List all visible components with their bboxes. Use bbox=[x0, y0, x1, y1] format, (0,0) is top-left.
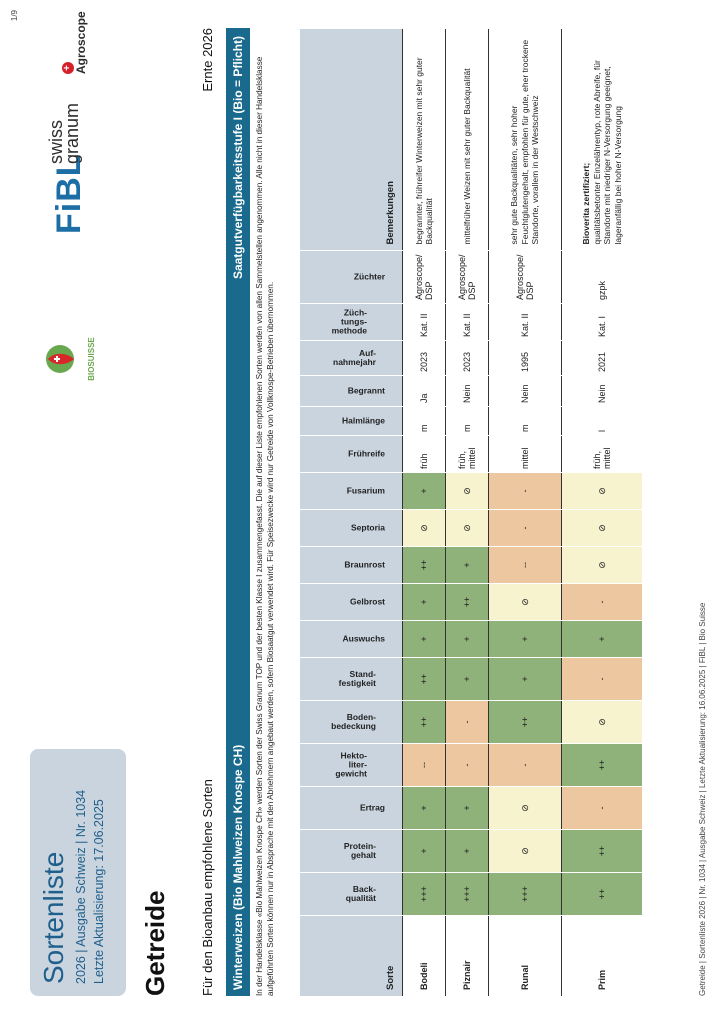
rating-cell: ++ bbox=[562, 873, 643, 916]
rating-cell: ⊘ bbox=[489, 830, 562, 873]
straw-length-cell: l bbox=[562, 407, 643, 436]
rating-cell: - bbox=[489, 473, 562, 510]
rating-cell: + bbox=[446, 787, 489, 830]
logo-bar bbox=[30, 4, 110, 424]
section-title: Winterweizen (Bio Mahlweizen Knospe CH) bbox=[231, 744, 245, 990]
breeding-method-cell: Kat. II bbox=[489, 304, 562, 341]
rating-cell: + bbox=[562, 621, 643, 658]
col-hektolitergewicht: Hekto- liter- gewicht bbox=[300, 744, 403, 787]
col-fusarium: Fusarium bbox=[300, 473, 403, 510]
section-band bbox=[226, 28, 250, 996]
col-halmlaenge: Halmlänge bbox=[300, 407, 403, 436]
rating-cell: ++ bbox=[562, 744, 643, 787]
swissgranum-logo bbox=[48, 103, 80, 164]
rating-cell: + bbox=[403, 621, 446, 658]
col-fruehreife: Frühreife bbox=[300, 436, 403, 473]
agroscope-logo bbox=[60, 4, 88, 74]
rating-cell: ⊘ bbox=[446, 473, 489, 510]
remarks-cell bbox=[446, 29, 489, 251]
rating-cell: + bbox=[489, 658, 562, 701]
col-septoria: Septoria bbox=[300, 510, 403, 547]
rating-cell: ++ bbox=[446, 584, 489, 621]
rating-cell: ++ bbox=[403, 547, 446, 584]
remarks-bold: Bioverita zertifiziert; bbox=[581, 162, 591, 245]
rating-cell: ⊘ bbox=[403, 510, 446, 547]
maturity-cell: mittel bbox=[489, 436, 562, 473]
col-zuechter: Züchter bbox=[300, 251, 403, 304]
seed-availability: Saatgutverfügbarkeitsstufe I (Bio = Pflicht) bbox=[231, 36, 245, 280]
biosuisse-logo bbox=[42, 334, 98, 384]
awned-cell: Nein bbox=[489, 376, 562, 407]
breeding-method-cell: Kat. II bbox=[446, 304, 489, 341]
table-row bbox=[403, 29, 446, 997]
edition-line: 2026 | Ausgabe Schweiz | Nr. 1034 bbox=[74, 789, 88, 984]
page-title: Getreide bbox=[140, 890, 170, 996]
variety-name: Runal bbox=[489, 916, 562, 997]
breeding-method-cell: Kat. II bbox=[403, 304, 446, 341]
page-subtitle: Für den Bioanbau empfohlene Sorten bbox=[200, 779, 215, 996]
remarks-text: begrannter, frühreifer Winterweizen mit sehr guter Backqualität bbox=[413, 57, 434, 245]
rating-cell: ⊘ bbox=[562, 473, 643, 510]
rating-cell: +++ bbox=[403, 873, 446, 916]
col-backqualitaet: Back- qualität bbox=[300, 873, 403, 916]
awned-cell: Nein bbox=[562, 376, 643, 407]
col-aufnahmejahr: Auf- nahmejahr bbox=[300, 341, 403, 376]
maturity-cell: früh, mittel bbox=[446, 436, 489, 473]
rating-cell: - bbox=[489, 744, 562, 787]
swissgranum-text-1: swiss bbox=[46, 120, 66, 164]
rating-cell: ⊘ bbox=[446, 510, 489, 547]
intro-text: In der Handelsklasse «Bio Mahlweizen Knospe CH» werden Sorten der Swiss Granum TOP und der besten Klasse I zusammengefasst. Die auf dieser Liste empfohlenen Sorten werden von allen Sammelstellen angenommen. Alle nicht in dieser Handelsklasse aufgeführten Sorten können nur in Absprache mit den Abnehmern angebaut werden, sofern Biosaatgut verwendet wird. Für Speisezwecke wird nur Getreide von Vollknospe-Betrieben übernommen. bbox=[255, 56, 275, 996]
table-row bbox=[489, 29, 562, 997]
table-row bbox=[562, 29, 643, 997]
rating-cell: + bbox=[446, 621, 489, 658]
variety-name: Prim bbox=[562, 916, 643, 997]
title-box bbox=[30, 749, 126, 996]
variety-table bbox=[300, 28, 642, 996]
straw-length-cell: m bbox=[489, 407, 562, 436]
rating-cell: -- bbox=[489, 547, 562, 584]
col-sorte: Sorte bbox=[300, 916, 403, 997]
document-title: Sortenliste bbox=[38, 851, 69, 984]
awned-cell: Ja bbox=[403, 376, 446, 407]
rating-cell: + bbox=[403, 787, 446, 830]
breeder-cell: gzpk bbox=[562, 251, 643, 304]
remarks-text: mittelfrüher Weizen mit sehr guter Backqualität bbox=[461, 68, 472, 245]
breeding-method-cell: Kat. I bbox=[562, 304, 643, 341]
rating-cell: ++ bbox=[403, 658, 446, 701]
rating-cell: + bbox=[489, 621, 562, 658]
col-auswuchs: Auswuchs bbox=[300, 621, 403, 658]
remarks-text: sehr gute Backqualitäten, sehr hoher Feuchtglutengehalt, empfohlen für gute, eher trockene Standorte, vorallem in der Westschweiz bbox=[509, 39, 541, 245]
straw-length-cell: m bbox=[403, 407, 446, 436]
rating-cell: + bbox=[446, 547, 489, 584]
rating-cell: ⊘ bbox=[562, 510, 643, 547]
remarks-cell bbox=[403, 29, 446, 251]
year-cell: 2023 bbox=[403, 341, 446, 376]
col-ertrag: Ertrag bbox=[300, 787, 403, 830]
rating-cell: + bbox=[446, 658, 489, 701]
rating-cell: + bbox=[403, 830, 446, 873]
col-gelbrost: Gelbrost bbox=[300, 584, 403, 621]
awned-cell: Nein bbox=[446, 376, 489, 407]
agroscope-text: Agroscope bbox=[74, 11, 88, 74]
rating-cell: ++ bbox=[562, 830, 643, 873]
rating-cell: ⊘ bbox=[489, 584, 562, 621]
col-begrannt: Begrannt bbox=[300, 376, 403, 407]
footer: Getreide | Sortenliste 2026 | Nr. 1034 | Ausgabe Schweiz | Letzte Aktualisierung: 16.06.2025 | FiBL | Bio Suisse bbox=[698, 602, 707, 996]
maturity-cell: früh bbox=[403, 436, 446, 473]
breeder-cell: Agroscope/ DSP bbox=[446, 251, 489, 304]
table-header-row bbox=[300, 29, 403, 997]
remarks-text: qualitätsbetonter Einzelährentyp, rote Abreife, für Standorte mit niedriger N-Versorgung geeignet, lageranfällig bei hoher N-Versorgung bbox=[591, 60, 623, 245]
rating-cell: - bbox=[562, 658, 643, 701]
variety-name: Bodeli bbox=[403, 916, 446, 997]
rating-cell: ++ bbox=[489, 701, 562, 744]
biosuisse-bud-icon bbox=[42, 334, 82, 384]
rating-cell: +++ bbox=[489, 873, 562, 916]
year-cell: 2023 bbox=[446, 341, 489, 376]
rating-cell: ⊘ bbox=[489, 787, 562, 830]
rating-cell: + bbox=[403, 473, 446, 510]
col-standfestigkeit: Stand- festigkeit bbox=[300, 658, 403, 701]
biosuisse-text: BIOSUISSE bbox=[87, 337, 96, 381]
col-bemerkungen: Bemerkungen bbox=[300, 29, 403, 251]
rating-cell: + bbox=[446, 830, 489, 873]
maturity-cell: früh, mittel bbox=[562, 436, 643, 473]
col-zuechtungsmethode: Züch- tungs- methode bbox=[300, 304, 403, 341]
rating-cell: - bbox=[562, 584, 643, 621]
breeder-cell: Agroscope/ DSP bbox=[489, 251, 562, 304]
table-row bbox=[446, 29, 489, 997]
updated-line: Letzte Aktualisierung: 17.06.2025 bbox=[92, 799, 106, 984]
rating-cell: -- bbox=[403, 744, 446, 787]
rating-cell: ⊘ bbox=[562, 701, 643, 744]
col-braunrost: Braunrost bbox=[300, 547, 403, 584]
straw-length-cell: m bbox=[446, 407, 489, 436]
rating-cell: - bbox=[446, 701, 489, 744]
year-cell: 2021 bbox=[562, 341, 643, 376]
page-number: 1/9 bbox=[10, 10, 19, 22]
fibl-logo: FiBL bbox=[50, 154, 88, 234]
breeder-cell: Agroscope/ DSP bbox=[403, 251, 446, 304]
swissgranum-text-2: granum bbox=[62, 102, 82, 164]
col-bodenbedeckung: Boden- bedeckung bbox=[300, 701, 403, 744]
rating-cell: - bbox=[489, 510, 562, 547]
rating-cell: - bbox=[446, 744, 489, 787]
swiss-cross-icon: + bbox=[62, 62, 74, 74]
year-cell: 1995 bbox=[489, 341, 562, 376]
remarks-cell bbox=[489, 29, 562, 251]
rating-cell: - bbox=[562, 787, 643, 830]
remarks-cell bbox=[562, 29, 643, 251]
rating-cell: +++ bbox=[446, 873, 489, 916]
harvest-year: Ernte 2026 bbox=[200, 28, 215, 92]
variety-name: Piznair bbox=[446, 916, 489, 997]
rating-cell: ⊘ bbox=[562, 547, 643, 584]
col-proteingehalt: Protein- gehalt bbox=[300, 830, 403, 873]
rating-cell: ++ bbox=[403, 701, 446, 744]
rating-cell: + bbox=[403, 584, 446, 621]
